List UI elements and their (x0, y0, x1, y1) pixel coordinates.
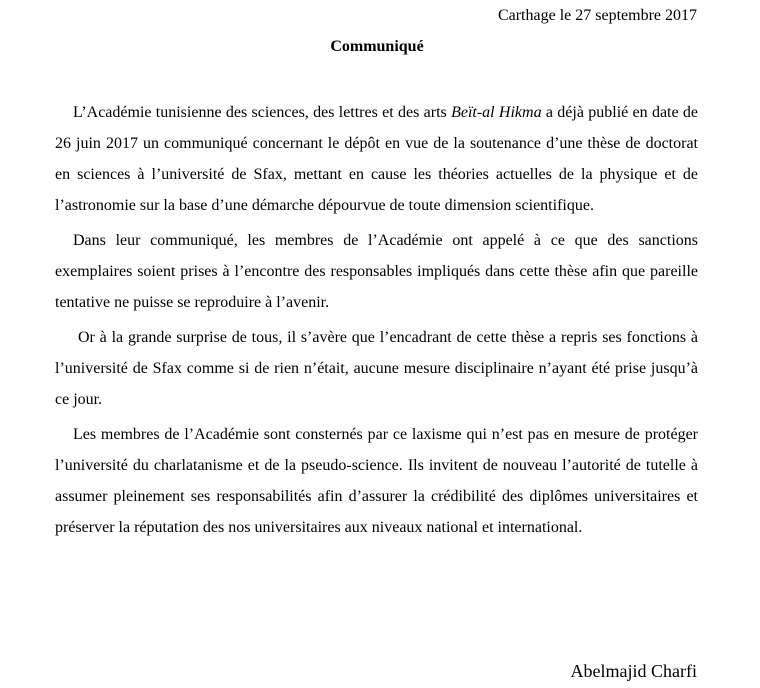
paragraph-2 (55, 225, 698, 318)
document-body (55, 97, 698, 547)
paragraph-1-text-b: a déjà publié en date de 26 juin 2017 un communiqué concernant le dépôt en vue de la soutenance d’une thèse de doctorat en sciences à l’université de Sfax, mettant en cause les théories actuelles de la physique et de l’astronomie sur la base d’une démarche dépourvue de toute dimension scientifique. (55, 104, 699, 214)
paragraph-1-text-a: L’Académie tunisienne des sciences, des lettres et des arts (73, 104, 452, 121)
paragraph-1 (55, 97, 698, 221)
paragraph-2-text: Dans leur communiqué, les membres de l’Académie ont appelé à ce que des sanctions exemplaires soient prises à l’encontre des responsables impliqués dans cette thèse afin que pareille tentative ne puisse se reproduire à l’avenir. (55, 232, 698, 311)
document-title: Communiqué (330, 38, 424, 55)
signature: Abelmajid Charfi (570, 661, 697, 681)
document-date: Carthage le 27 septembre 2017 (497, 7, 697, 24)
paragraph-4 (55, 419, 698, 543)
paragraph-3 (55, 322, 698, 415)
paragraph-4-text: Les membres de l’Académie sont consternés par ce laxisme qui n’est pas en mesure de protéger l’université du charlatanisme et de la pseudo-science. Ils invitent de nouveau l’autorité de tutelle à assumer pleinement ses responsabilités afin d’assurer la crédibilité des diplômes universitaires et préserver la réputation des nos universitaires aux niveaux national et international. (55, 426, 698, 536)
institution-name: Beït-al Hikma (451, 104, 542, 121)
paragraph-3-text: Or à la grande surprise de tous, il s’avère que l’encadrant de cette thèse a repris ses fonctions à l’université de Sfax comme si de rien n’était, aucune mesure disciplinaire n’ayant été prise jusqu’à ce jour. (55, 329, 698, 408)
